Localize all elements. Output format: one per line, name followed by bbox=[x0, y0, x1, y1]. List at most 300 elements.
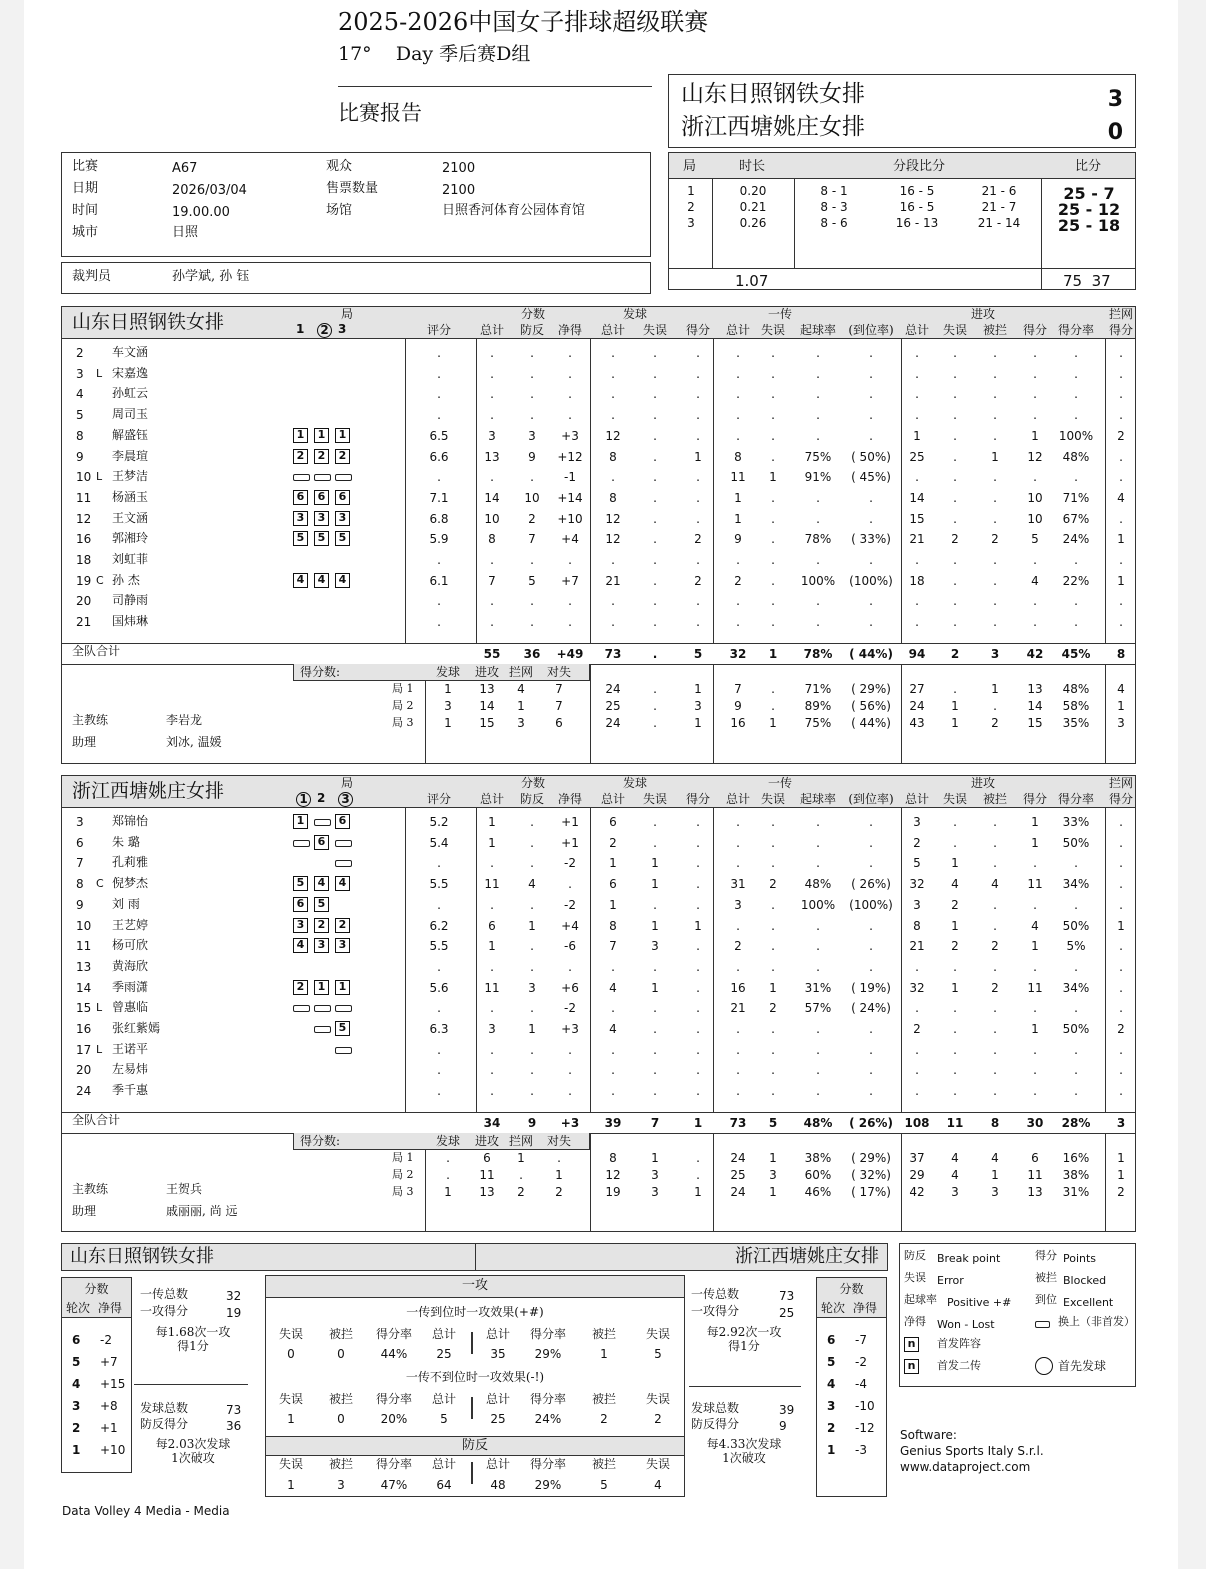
stat-cell: . bbox=[736, 428, 740, 443]
stat-cell: . bbox=[437, 856, 441, 871]
stat-cell: . bbox=[437, 387, 441, 402]
stat-cell: . bbox=[736, 594, 740, 609]
stat-cell: . bbox=[771, 939, 775, 954]
stat-cell: 50% bbox=[1062, 918, 1090, 933]
stat-cell: -6 bbox=[564, 939, 576, 954]
stat-cell: . bbox=[816, 346, 820, 360]
starting-rotation: 6 bbox=[335, 814, 350, 829]
stat-cell: . bbox=[1074, 366, 1078, 381]
stat-cell: . bbox=[736, 346, 740, 360]
team-total-cell: 8 bbox=[990, 1116, 1000, 1130]
stat-cell: . bbox=[915, 594, 919, 609]
substitute-marker bbox=[335, 1047, 352, 1054]
stat-cell: . bbox=[611, 366, 615, 381]
stat-cell: 100% bbox=[800, 573, 836, 588]
stat-cell: 1 bbox=[651, 918, 659, 933]
stat-cell: . bbox=[1033, 959, 1037, 974]
player-name: 郑锦怡 bbox=[112, 814, 149, 828]
set-number: 1 bbox=[687, 184, 695, 198]
stat-cell: . bbox=[437, 553, 441, 567]
stat-cell: 6.6 bbox=[429, 449, 449, 464]
summary-team-bar bbox=[61, 1243, 888, 1271]
stat-cell: . bbox=[653, 366, 657, 381]
starting-rotation: 3 bbox=[335, 511, 350, 526]
stat-cell: 24% bbox=[1062, 532, 1090, 547]
stat-cell: . bbox=[953, 511, 957, 526]
stat-cell: . bbox=[993, 573, 997, 588]
stat-cell: . bbox=[611, 1001, 615, 1016]
set-number: 3 bbox=[687, 216, 695, 230]
stat-cell: 50% bbox=[1062, 835, 1090, 850]
stat-cell: . bbox=[437, 346, 441, 360]
stat-cell: . bbox=[1119, 553, 1123, 567]
player-name: 黄海欣 bbox=[112, 958, 149, 973]
stat-cell: . bbox=[993, 835, 997, 850]
stat-cell: 1 bbox=[1117, 918, 1125, 933]
set-label: 局 1 bbox=[392, 682, 414, 695]
stat-cell: . bbox=[816, 959, 820, 974]
player-name: 王梦洁 bbox=[112, 469, 149, 484]
stat-cell: 2 bbox=[913, 1022, 921, 1036]
set-cell: 21 - 7 bbox=[981, 200, 1017, 214]
stat-cell: . bbox=[869, 615, 873, 630]
stat-cell: . bbox=[771, 594, 775, 609]
stat-cell: . bbox=[816, 835, 820, 850]
stat-cell: . bbox=[993, 918, 997, 933]
stat-cell: 15 bbox=[909, 511, 925, 526]
stat-cell: . bbox=[696, 815, 700, 829]
stat-cell: . bbox=[771, 366, 775, 381]
set-cell: 16 - 5 bbox=[899, 200, 935, 214]
player-name: 朱 璐 bbox=[112, 834, 140, 849]
stat-cell: 2 bbox=[991, 980, 999, 995]
stat-cell: 1 bbox=[1031, 939, 1039, 954]
stat-cell: . bbox=[993, 594, 997, 609]
match-day: 17° Day 季后赛D组 bbox=[338, 43, 531, 65]
rotation-number: 4 bbox=[72, 1377, 81, 1391]
stat-cell: . bbox=[869, 346, 873, 360]
rotation-net: +8 bbox=[100, 1399, 118, 1413]
player-number: 11 bbox=[76, 939, 92, 954]
stat-cell: . bbox=[653, 1084, 657, 1099]
set-cell: 0.20 bbox=[739, 184, 767, 198]
stat-cell: . bbox=[915, 1084, 919, 1099]
legend-setter-icon: n bbox=[904, 1359, 921, 1374]
team-total-cell: 3 bbox=[990, 647, 1000, 661]
stat-cell: . bbox=[869, 366, 873, 381]
team-total-cell: 8 bbox=[1116, 647, 1126, 661]
stat-cell: . bbox=[816, 387, 820, 402]
stat-cell: 1 bbox=[609, 897, 617, 912]
stat-cell: . bbox=[953, 449, 957, 464]
player-role: L bbox=[96, 366, 103, 380]
stat-cell: 4 bbox=[991, 877, 999, 892]
stat-cell: . bbox=[1119, 470, 1123, 485]
stat-cell: . bbox=[1033, 856, 1037, 871]
stat-cell: . bbox=[1074, 470, 1078, 485]
stat-cell: 5.4 bbox=[429, 835, 449, 850]
starting-rotation: 4 bbox=[293, 938, 308, 953]
player-number: 20 bbox=[76, 1063, 92, 1078]
stat-cell: . bbox=[1119, 1063, 1123, 1078]
stat-cell: . bbox=[816, 815, 820, 829]
stat-cell: . bbox=[611, 959, 615, 974]
stat-cell: . bbox=[993, 1042, 997, 1057]
stat-cell: . bbox=[568, 553, 572, 567]
stat-cell: . bbox=[816, 1063, 820, 1078]
stat-cell: +1 bbox=[561, 835, 579, 850]
side-out-efficiency: 一攻 一传到位时一攻效果(+#) 失误 被拦 得分率 总计 总计 得分率 被拦 失误 0 0 44% 25 35 29% 1 5 一传不到位时一攻效果(-!) 失误 被拦 得分率 总计 总计 得分率 被拦 失误 1 0 20% 5 25 24% 2 2 防反 失误 被拦 得分率 总计 总计 得分率 被拦 失误 1 3 47% 64 48 29% 5 4 bbox=[265, 1275, 685, 1497]
substitute-marker bbox=[314, 819, 331, 826]
set-head: 3 bbox=[338, 792, 353, 807]
player-number: 8 bbox=[76, 428, 84, 443]
stat-cell: . bbox=[953, 366, 957, 381]
stat-cell: . bbox=[530, 856, 534, 871]
team-total-cell: 42 bbox=[1026, 647, 1044, 661]
stat-cell: 2 bbox=[528, 511, 536, 526]
stat-cell: . bbox=[915, 387, 919, 402]
stat-cell: . bbox=[611, 346, 615, 360]
starting-rotation: 1 bbox=[314, 428, 329, 443]
stat-cell: 4 bbox=[528, 877, 536, 892]
stat-cell: 1 bbox=[734, 490, 742, 505]
set-cell: 8 - 6 bbox=[820, 216, 848, 230]
stat-cell: . bbox=[816, 615, 820, 630]
player-name: 国炜琳 bbox=[112, 614, 149, 629]
player-role: L bbox=[96, 470, 103, 484]
player-number: 10 bbox=[76, 918, 92, 933]
stat-cell: 8 bbox=[734, 449, 742, 464]
stat-cell: . bbox=[1119, 1042, 1123, 1057]
team-total-cell: 5 bbox=[693, 647, 703, 661]
stat-cell: 8 bbox=[609, 490, 617, 505]
stat-cell: 6.1 bbox=[429, 573, 449, 588]
stat-cell: 3 bbox=[651, 939, 659, 954]
stat-cell: 11 bbox=[484, 980, 500, 995]
stat-cell: . bbox=[736, 835, 740, 850]
player-number: 6 bbox=[76, 835, 84, 850]
stat-cell: . bbox=[1119, 939, 1123, 954]
substitute-marker bbox=[335, 860, 352, 867]
stat-cell: 16 bbox=[730, 980, 746, 995]
set-label: 局 2 bbox=[392, 699, 414, 712]
starting-rotation: 5 bbox=[293, 531, 308, 546]
stat-cell: 2 bbox=[991, 532, 999, 547]
stat-cell: . bbox=[869, 918, 873, 933]
stat-cell: . bbox=[1119, 449, 1123, 464]
rotation-net: +15 bbox=[100, 1377, 126, 1391]
stat-cell: . bbox=[653, 490, 657, 505]
stat-cell: . bbox=[490, 470, 494, 485]
stat-cell: . bbox=[993, 959, 997, 974]
player-number: 17 bbox=[76, 1042, 92, 1057]
stat-cell: 5.5 bbox=[429, 939, 449, 954]
stat-cell: . bbox=[993, 366, 997, 381]
stat-cell: 1 bbox=[651, 856, 659, 871]
stat-cell: 6.2 bbox=[429, 918, 449, 933]
stat-cell: . bbox=[530, 553, 534, 567]
starting-rotation: 4 bbox=[335, 573, 350, 588]
stat-cell: 91% bbox=[804, 470, 832, 485]
first-serve-circle-icon bbox=[1035, 1357, 1053, 1375]
stat-cell: 1 bbox=[1031, 428, 1039, 443]
stat-cell: 5.9 bbox=[429, 532, 449, 547]
stat-cell: . bbox=[1033, 1084, 1037, 1099]
stat-cell: 1 bbox=[951, 856, 959, 871]
stat-cell: . bbox=[771, 573, 775, 588]
stat-cell: . bbox=[736, 815, 740, 829]
stat-cell: . bbox=[490, 1063, 494, 1078]
player-number: 20 bbox=[76, 594, 92, 609]
stat-cell: . bbox=[993, 1063, 997, 1078]
player-name: 孔莉雅 bbox=[112, 855, 149, 870]
stat-cell: 4 bbox=[609, 1022, 617, 1036]
player-number: 12 bbox=[76, 511, 92, 526]
stat-cell: . bbox=[530, 959, 534, 974]
stat-cell: . bbox=[1033, 1063, 1037, 1078]
home-sets-won: 3 bbox=[1107, 87, 1123, 112]
stat-cell: . bbox=[1119, 594, 1123, 609]
stat-cell: 11 bbox=[730, 470, 746, 485]
rotation-number: 2 bbox=[827, 1421, 836, 1435]
stat-cell: . bbox=[869, 553, 873, 567]
stat-cell: . bbox=[771, 490, 775, 505]
stat-cell: . bbox=[1074, 553, 1078, 567]
rotation-net: +10 bbox=[100, 1443, 126, 1457]
stat-cell: . bbox=[816, 939, 820, 954]
stat-cell: 3 bbox=[488, 428, 496, 443]
player-name: 曾惠临 bbox=[112, 1000, 149, 1015]
stat-cell: 1 bbox=[651, 877, 659, 892]
player-role: C bbox=[96, 573, 104, 587]
player-name: 杨涵玉 bbox=[112, 489, 149, 504]
stat-cell: 3 bbox=[528, 980, 536, 995]
team-total-cell: 94 bbox=[908, 647, 926, 661]
stat-cell: . bbox=[653, 1042, 657, 1057]
head-coach: 李岩龙 bbox=[166, 713, 203, 727]
rotation-number: 1 bbox=[827, 1443, 836, 1457]
player-role: L bbox=[96, 1001, 103, 1015]
stat-cell: . bbox=[736, 918, 740, 933]
software-label: Software: bbox=[900, 1428, 957, 1442]
player-name: 孙虹云 bbox=[112, 386, 149, 401]
stat-cell: . bbox=[816, 1042, 820, 1057]
team-total-cell: ( 44%) bbox=[849, 647, 893, 661]
stat-cell: 6 bbox=[609, 815, 617, 829]
team-total-cell: 73 bbox=[729, 1116, 747, 1130]
player-name: 孙 杰 bbox=[112, 572, 140, 587]
stat-cell: 6.8 bbox=[429, 511, 449, 526]
substitute-marker bbox=[314, 474, 331, 481]
stat-cell: . bbox=[653, 511, 657, 526]
player-number: 2 bbox=[76, 346, 84, 360]
stat-cell: . bbox=[611, 470, 615, 485]
substitute-marker bbox=[335, 840, 352, 847]
stat-cell: 32 bbox=[909, 980, 925, 995]
stat-cell: . bbox=[437, 1084, 441, 1099]
team-total-cell: 3 bbox=[1116, 1116, 1126, 1130]
player-number: 16 bbox=[76, 532, 92, 547]
stat-cell: . bbox=[1074, 1001, 1078, 1016]
stat-cell: . bbox=[1033, 897, 1037, 912]
starting-rotation: 4 bbox=[293, 573, 308, 588]
stat-cell: . bbox=[736, 408, 740, 423]
set-head: 3 bbox=[338, 322, 347, 336]
team-total-cell: 45% bbox=[1061, 647, 1091, 661]
stat-cell: +10 bbox=[557, 511, 583, 526]
stat-cell: . bbox=[653, 428, 657, 443]
stat-cell: . bbox=[1119, 346, 1123, 360]
player-name: 王诺平 bbox=[112, 1041, 149, 1056]
stat-cell: . bbox=[490, 1084, 494, 1099]
stat-cell: . bbox=[869, 490, 873, 505]
stat-cell: . bbox=[1033, 1042, 1037, 1057]
home-team-name: 山东日照钢铁女排 bbox=[681, 81, 865, 107]
stat-cell: . bbox=[771, 553, 775, 567]
starting-rotation: 3 bbox=[293, 511, 308, 526]
player-number: 11 bbox=[76, 490, 92, 505]
stat-cell: . bbox=[696, 897, 700, 912]
stat-cell: . bbox=[915, 470, 919, 485]
stat-cell: . bbox=[771, 1022, 775, 1036]
stat-cell: 9 bbox=[734, 532, 742, 547]
stat-cell: 2 bbox=[734, 939, 742, 954]
stat-cell: . bbox=[915, 1042, 919, 1057]
rotation-number: 6 bbox=[72, 1333, 81, 1347]
team-total-cell: ( 26%) bbox=[849, 1116, 893, 1130]
stat-cell: . bbox=[653, 470, 657, 485]
player-name: 解盛钰 bbox=[112, 427, 149, 442]
stat-cell: . bbox=[1033, 553, 1037, 567]
rotation-number: 6 bbox=[827, 1333, 836, 1347]
substitute-marker bbox=[314, 1005, 331, 1012]
stat-cell: 10 bbox=[1027, 490, 1043, 505]
stat-cell: . bbox=[736, 366, 740, 381]
away-sets-won: 0 bbox=[1107, 120, 1123, 145]
away-team-stats: 浙江西塘姚庄女排 局 1 2 3 分数 发球 一传 进攻 拦网 评分 总计 防反 净得 总计 失误 得分 总计 失误 起球率 (到位率) 总计 失误 被拦 得分 得分率 得分 3 郑锦怡 1 6 5.2 1 . +1 6 . . . . . . 3 . . 1 33% . 6 朱 璐 6 5.4 1 . +1 2 . . . . . . 2 . . 1 50% . 7 孔莉雅 . . . -2 1 1 . . . . . 5 1 . . . . 8 C 倪梦杰 5 4 4 5.5 11 4 . 6 1 . 31 2 48% ( 26%) 32 4 4 11 34% . 9 刘 雨 6 5 . . . -2 1 . . 3 . 100% (100%) 3 2 . . . . 10 王艺婷 3 2 2 6.2 6 1 +4 8 1 1 . . . . 8 1 . 4 50% 1 11 杨可欣 4 3 3 5.5 1 . -6 7 3 . 2 . . . 21 2 2 1 5% . 13 黄海欣 . . . . . . . . . . . . . . . . . 14 季雨潇 2 1 1 5.6 11 3 +6 4 1 . 16 1 31% ( 19%) 32 1 2 11 34% . 15 L 曾惠临 . . . -2 . . . 21 2 57% ( 24%) . . . . . . 16 张红紫嫣 5 6.3 3 1 +3 4 . . . . . . 2 . . 1 50% 2 17 L 王诺平 . . . . . . . . . . . . . . . . . 20 左易炜 . . . . . . . . . . . . . . . . . 24 季千惠 . . . . . . . . . . . . . . . . . 全队合计 34 9 +3 39 7 1 73 5 48% ( 26%) 108 11 8 30 28% 3 得分数: 发球 进攻 拦网 对失 局 1 . 6 1 . 8 1 . 24 1 38% ( 29%) 37 4 4 6 16% 1 局 2 . 11 . 1 12 3 . 25 3 60% ( 32%) 29 4 1 11 38% 1 局 3 1 13 2 2 19 3 1 24 1 46% ( 17%) 42 3 3 13 31% 2 主教练 王贺兵 助理 戚丽丽, 尚 远 bbox=[61, 775, 1136, 1232]
stat-cell: 6.5 bbox=[429, 428, 449, 443]
stat-cell: . bbox=[816, 856, 820, 871]
stat-cell: . bbox=[869, 408, 873, 423]
starting-rotation: 2 bbox=[335, 449, 350, 464]
stat-cell: . bbox=[653, 615, 657, 630]
set-final-score: 25 - 7 bbox=[1063, 184, 1115, 203]
set-number: 2 bbox=[687, 200, 695, 214]
stat-cell: . bbox=[530, 1042, 534, 1057]
stat-cell: . bbox=[915, 615, 919, 630]
stat-cell: . bbox=[953, 835, 957, 850]
player-role: L bbox=[96, 1042, 103, 1056]
stat-cell: . bbox=[437, 594, 441, 609]
stat-cell: . bbox=[1119, 408, 1123, 423]
stat-cell: . bbox=[696, 980, 700, 995]
stat-cell: . bbox=[1119, 959, 1123, 974]
stat-cell: . bbox=[736, 615, 740, 630]
stat-cell: 8 bbox=[609, 918, 617, 933]
stat-cell: . bbox=[953, 1063, 957, 1078]
stat-cell: 25 bbox=[909, 449, 925, 464]
starting-rotation: 5 bbox=[293, 876, 308, 891]
stat-cell: . bbox=[568, 387, 572, 402]
set-cell: 16 - 5 bbox=[899, 184, 935, 198]
starting-rotation: 2 bbox=[335, 918, 350, 933]
stat-cell: . bbox=[1119, 815, 1123, 829]
stat-cell: . bbox=[696, 553, 700, 567]
stat-cell: 1 bbox=[951, 918, 959, 933]
stat-cell: . bbox=[816, 490, 820, 505]
stat-cell: 4 bbox=[609, 980, 617, 995]
stat-cell: . bbox=[953, 959, 957, 974]
team-total-cell: . bbox=[652, 647, 658, 661]
player-number: 9 bbox=[76, 897, 84, 912]
stat-cell: . bbox=[953, 1084, 957, 1099]
player-name: 左易炜 bbox=[112, 1062, 149, 1077]
stat-cell: -1 bbox=[564, 470, 576, 485]
substitute-marker bbox=[335, 474, 352, 481]
stat-cell: 21 bbox=[605, 573, 621, 588]
away-team-name: 浙江西塘姚庄女排 bbox=[681, 114, 865, 140]
assistant-coaches: 戚丽丽, 尚 远 bbox=[166, 1204, 238, 1218]
team-total-cell: 32 bbox=[729, 647, 747, 661]
set-scores-table: 局 时长 分段比分 比分 1 0.20 8 - 1 16 - 5 21 - 6 25 - 7 2 0.21 8 - 3 16 - 5 21 - 7 25 - 12 3 0.26 8 - 6 16 - 13 21 - 14 25 - 18 1.07 75 37 bbox=[668, 152, 1136, 290]
stat-cell: . bbox=[437, 1042, 441, 1057]
player-number: 13 bbox=[76, 959, 92, 974]
starting-rotation: 5 bbox=[335, 1021, 350, 1036]
stat-cell: . bbox=[1119, 387, 1123, 402]
stat-cell: 5.2 bbox=[429, 815, 449, 829]
stat-cell: 6 bbox=[488, 918, 496, 933]
stat-cell: . bbox=[490, 553, 494, 567]
stat-cell: . bbox=[490, 408, 494, 423]
set-head: 2 bbox=[317, 791, 326, 805]
stat-cell: . bbox=[530, 1084, 534, 1099]
stat-cell: 50% bbox=[1062, 1022, 1090, 1036]
stat-cell: . bbox=[915, 1063, 919, 1078]
stat-cell: 2 bbox=[951, 939, 959, 954]
stat-cell: . bbox=[816, 1022, 820, 1036]
software-url: www.dataproject.com bbox=[900, 1460, 1031, 1474]
starting-rotation: 3 bbox=[293, 918, 308, 933]
team-total-cell: 7 bbox=[650, 1116, 660, 1130]
player-name: 刘虹菲 bbox=[112, 552, 149, 566]
stat-cell: . bbox=[653, 835, 657, 850]
set-head: 2 bbox=[317, 323, 332, 338]
stat-cell: . bbox=[530, 366, 534, 381]
team-total-cell: 1 bbox=[768, 647, 778, 661]
stat-cell: +3 bbox=[561, 1022, 579, 1036]
stat-cell: . bbox=[1074, 594, 1078, 609]
stat-cell: . bbox=[437, 408, 441, 423]
player-name: 季雨潇 bbox=[112, 979, 149, 994]
stat-cell: . bbox=[869, 1042, 873, 1057]
stat-cell: . bbox=[953, 387, 957, 402]
stat-cell: . bbox=[611, 553, 615, 567]
stat-cell: . bbox=[953, 815, 957, 829]
rotation-number: 3 bbox=[72, 1399, 81, 1413]
stat-cell: 1 bbox=[769, 980, 777, 995]
stat-cell: 34% bbox=[1062, 877, 1090, 892]
stat-cell: 71% bbox=[1062, 490, 1090, 505]
stat-cell: 2 bbox=[951, 532, 959, 547]
stat-cell: . bbox=[1074, 1084, 1078, 1099]
player-number: 4 bbox=[76, 387, 84, 402]
stat-cell: . bbox=[771, 918, 775, 933]
stat-cell: . bbox=[869, 835, 873, 850]
team-total-cell: 28% bbox=[1061, 1116, 1091, 1130]
starting-rotation: 3 bbox=[314, 938, 329, 953]
stat-cell: . bbox=[869, 387, 873, 402]
team-total-cell: 9 bbox=[527, 1116, 537, 1130]
